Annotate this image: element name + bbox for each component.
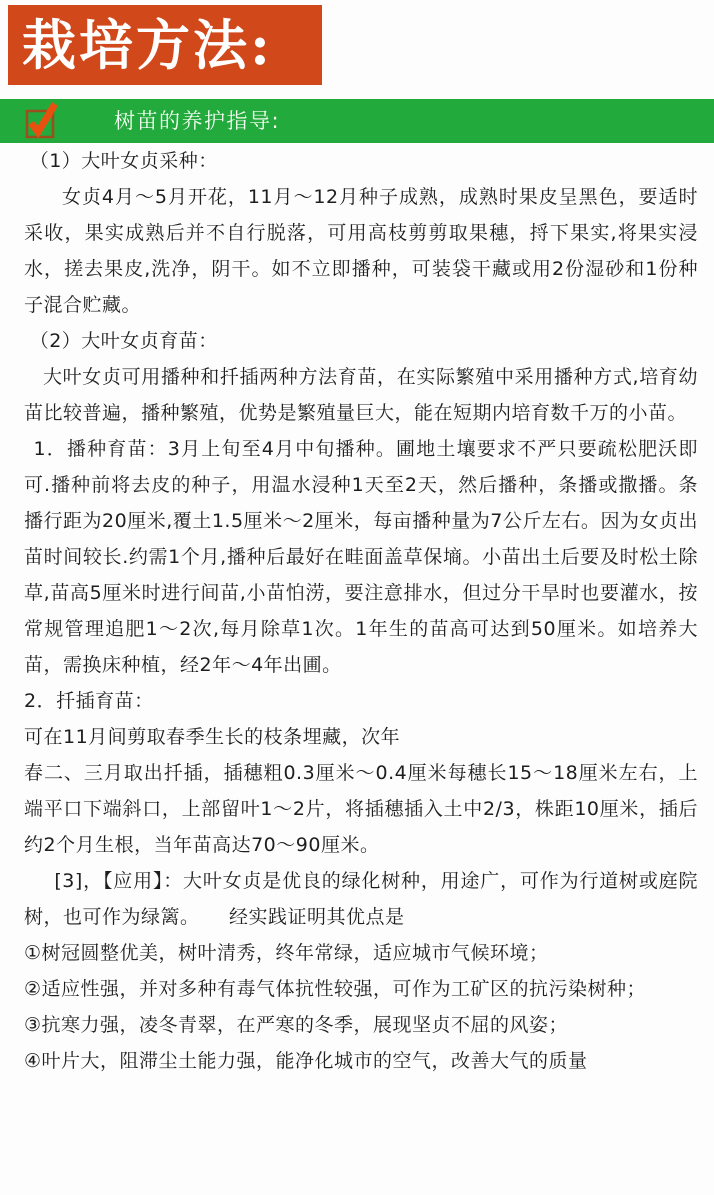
usage-body: [3]，【应用】：大叶女贞是优良的绿化树种，用途广，可作为行道树或庭院树，也可作为绿篱。 经实践证明其优点是 — [24, 870, 698, 928]
section-banner — [0, 99, 714, 143]
advantage-item-4: ④叶片大，阻滞尘土能力强，能净化城市的空气，改善大气的质量 — [24, 1050, 588, 1072]
article-body — [0, 143, 714, 1079]
advantage-item-1: ①树冠圆整优美，树叶清秀，终年常绿，适应城市气候环境； — [24, 942, 549, 964]
cutting-body-line1: 可在11月间剪取春季生长的枝条埋藏，次年 — [24, 726, 401, 748]
nursery-heading: （2）大叶女贞育苗： — [29, 330, 218, 352]
section-banner-label: 树苗的养护指导: — [114, 109, 281, 133]
cutting-body-line2: 春二、三月取出扦插，插穗粗0.3厘米～0.4厘米每穗长15～18厘米左右，上端平口下端斜口，上部留叶1～2片，将插穗插入土中2/3，株距10厘米，插后约2个月生根，当年苗高达70～90厘米。 — [24, 762, 698, 856]
nursery-body: 大叶女贞可用播种和扦插两种方法育苗，在实际繁殖中采用播种方式,培育幼苗比较普遍，播种繁殖，优势是繁殖量巨大，能在短期内培育数千万的小苗。 — [24, 366, 698, 424]
sowing-method-body: 1．播种育苗：3月上旬至4月中旬播种。圃地土壤要求不严只要疏松肥沃即可.播种前将去皮的种子，用温水浸种1天至2天，然后播种，条播或撒播。条播行距为20厘米,覆土1.5厘米～2厘米，每亩播种量为7公斤左右。因为女贞出苗时间较长.约需1个月,播种后最好在畦面盖草保墒。小苗出土后要及时松土除草,苗高5厘米时进行间苗,小苗怕涝，要注意排水，但过分干旱时也要灌水，按常规管理追肥1～2次,每月除草1次。1年生的苗高可达到50厘米。如培养大苗，需换床种植，经2年～4年出圃。 — [24, 438, 698, 676]
seed-collection-heading: （1）大叶女贞采种： — [29, 150, 218, 172]
checkbox-checked-icon — [24, 100, 60, 140]
advantage-item-3: ③抗寒力强，凌冬青翠，在严寒的冬季，展现坚贞不屈的风姿； — [24, 1014, 569, 1036]
advantage-item-2: ②适应性强，并对多种有毒气体抗性较强，可作为工矿区的抗污染树种； — [24, 978, 647, 1000]
seed-collection-body: 女贞4月～5月开花，11月～12月种子成熟，成熟时果皮呈黑色，要适时采收，果实成熟后并不自行脱落，可用高枝剪剪取果穗，捋下果实,将果实浸水，搓去果皮,洗净，阴干。如不立即播种，可装袋干藏或用2份湿砂和1份种子混合贮藏。 — [24, 186, 698, 316]
cutting-heading: 2．扦插育苗： — [24, 690, 154, 712]
page-title: 栽培方法: — [8, 5, 322, 85]
